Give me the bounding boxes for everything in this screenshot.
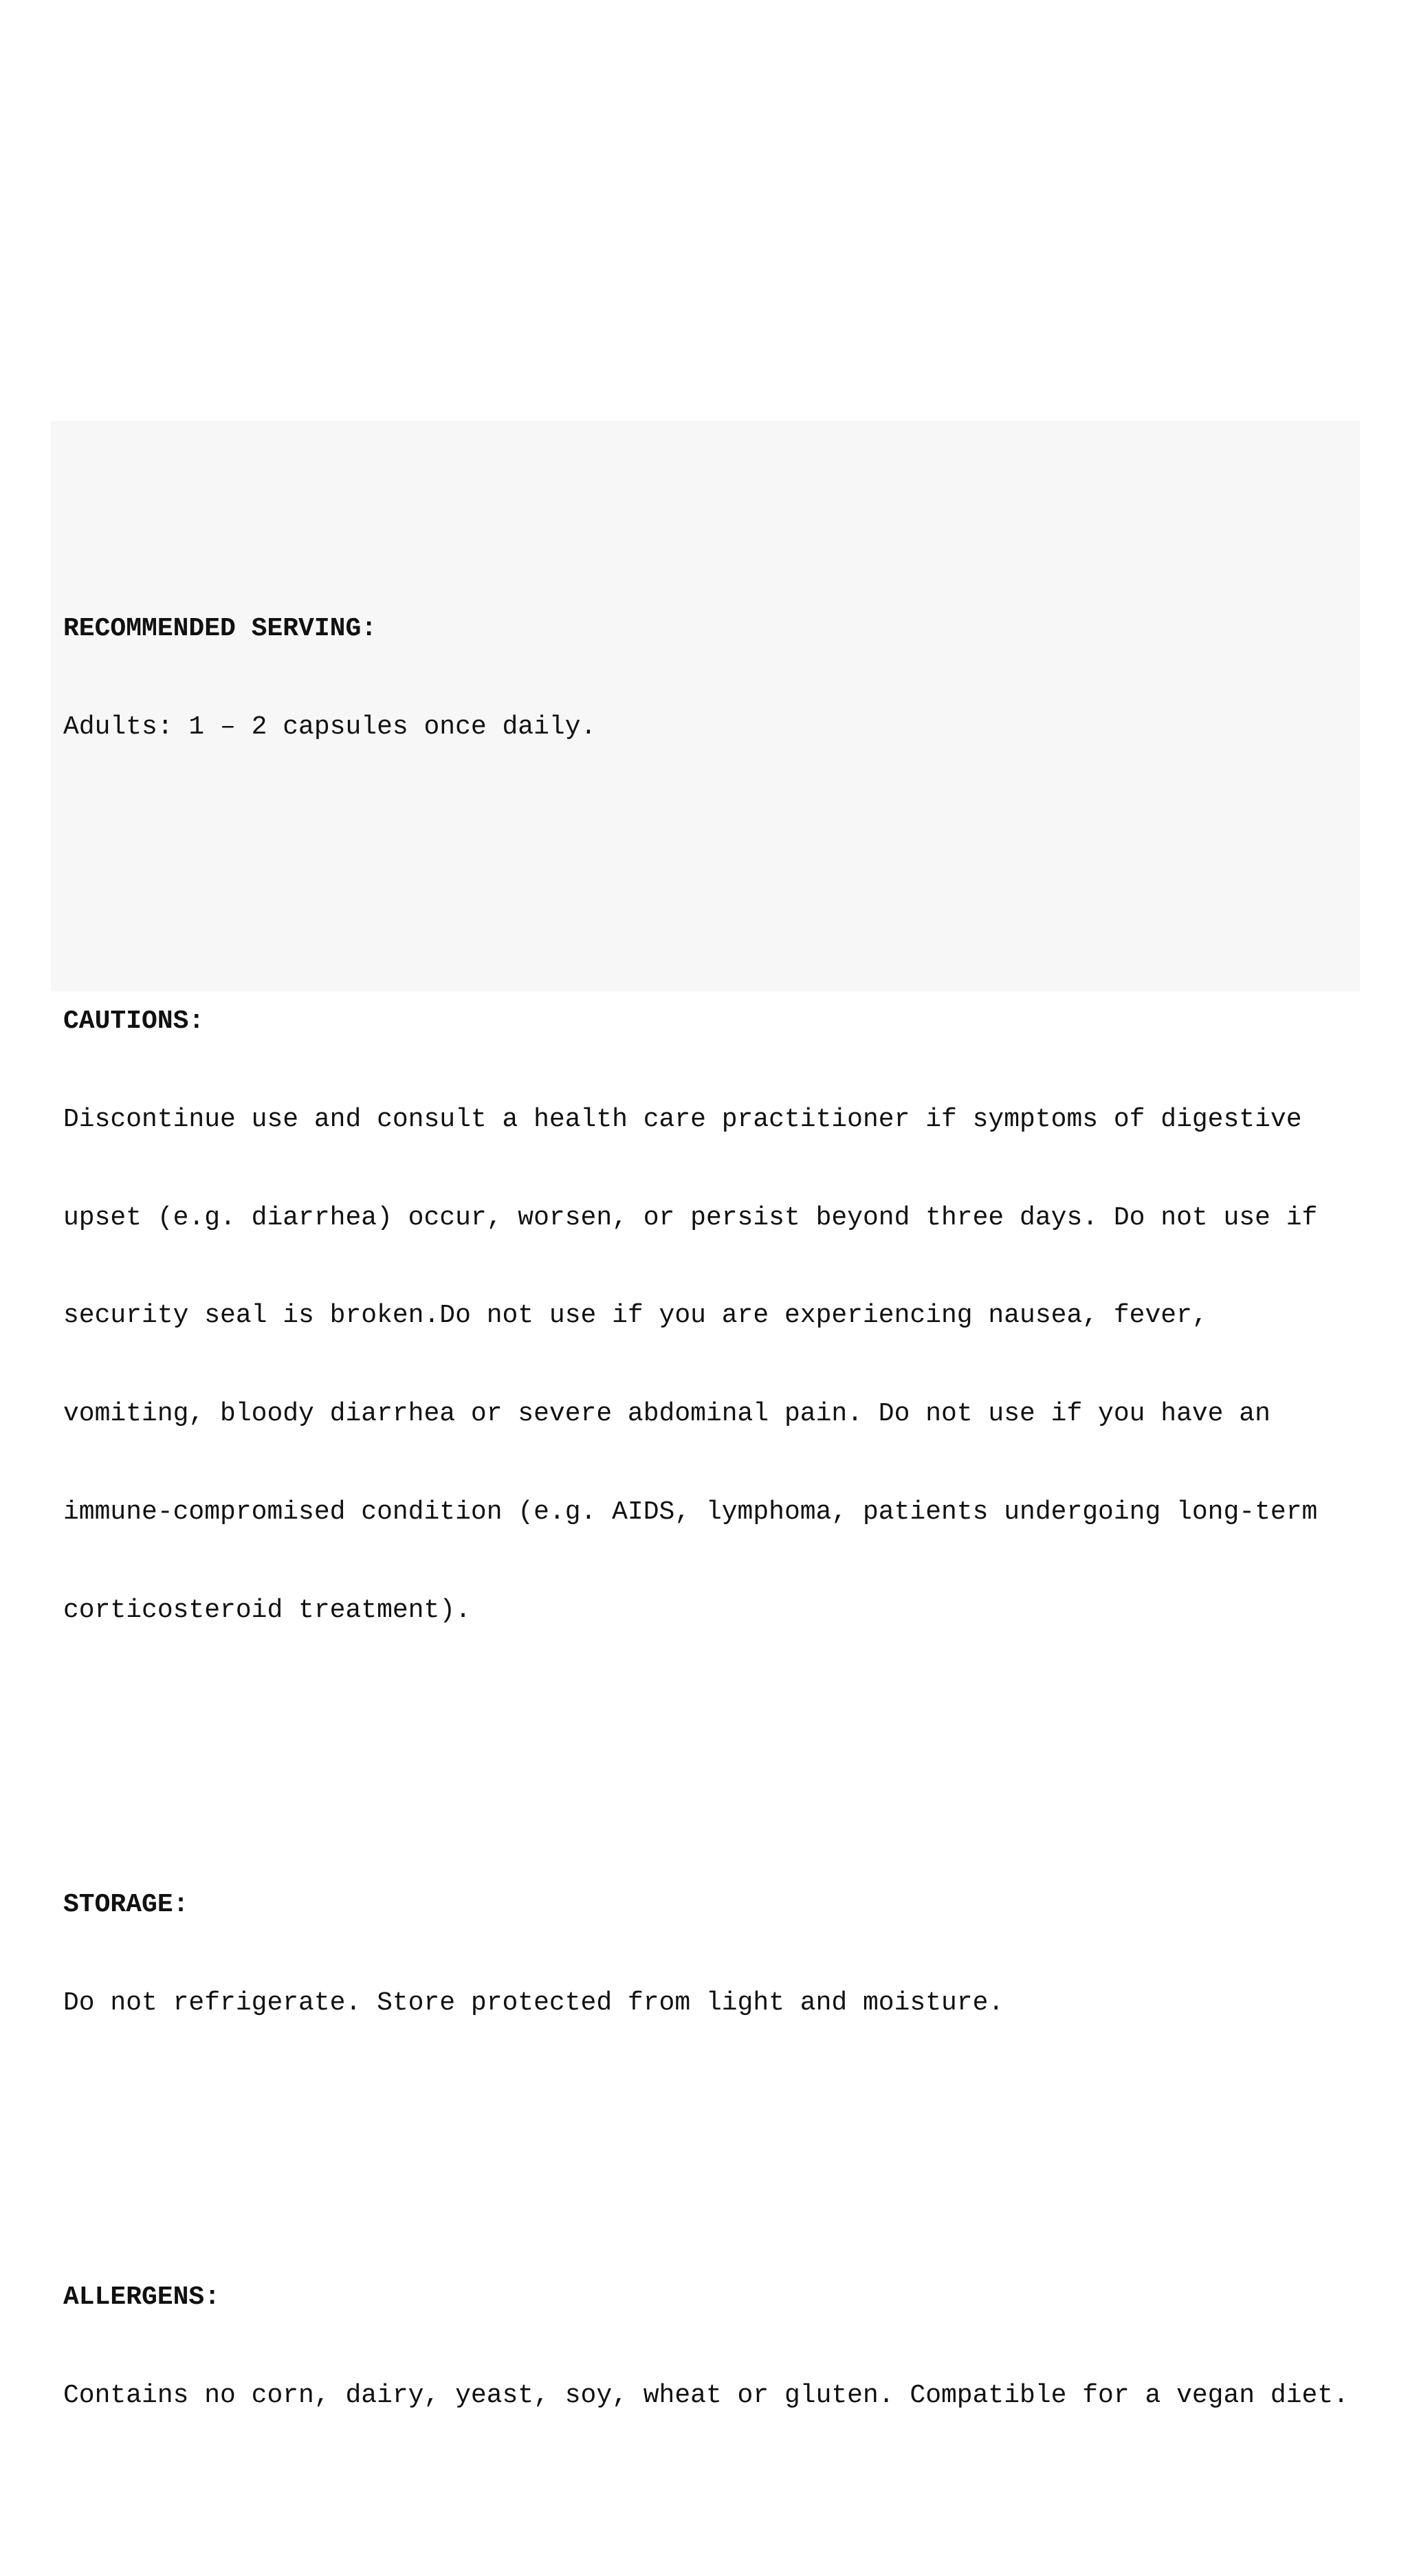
- section-cautions: [63, 940, 1360, 1693]
- section-recommended-serving: [63, 547, 1360, 809]
- section-heading: RECOMMENDED SERVING:: [63, 613, 377, 643]
- section-allergens: [63, 2216, 1360, 2478]
- section-line: vomiting, bloody diarrhea or severe abdominal pain. Do not use if you have an: [63, 1399, 1270, 1429]
- section-line: upset (e.g. diarrhea) occur, worsen, or persist beyond three days. Do not use if: [63, 1202, 1318, 1233]
- section-line: Adults: 1 – 2 capsules once daily.: [63, 712, 597, 742]
- section-line: corticosteroid treatment).: [63, 1595, 471, 1625]
- section-line: Do not refrigerate. Store protected from light and moisture.: [63, 1988, 1004, 2018]
- section-heading: CAUTIONS:: [63, 1006, 205, 1037]
- section-line: security seal is broken.Do not use if you are experiencing nausea, fever,: [63, 1301, 1208, 1331]
- section-heading: ALLERGENS:: [63, 2282, 221, 2313]
- section-line: Contains no corn, dairy, yeast, soy, wheat or gluten. Compatible for a vegan diet.: [63, 2381, 1349, 2411]
- section-heading: STORAGE:: [63, 1890, 189, 1920]
- section-line: immune-compromised condition (e.g. AIDS, lymphoma, patients undergoing long-term: [63, 1497, 1318, 1527]
- section-storage: [63, 1823, 1360, 2085]
- section-line: Discontinue use and consult a health care practitioner if symptoms of digestive: [63, 1104, 1302, 1134]
- label-text-panel: [51, 421, 1360, 2411]
